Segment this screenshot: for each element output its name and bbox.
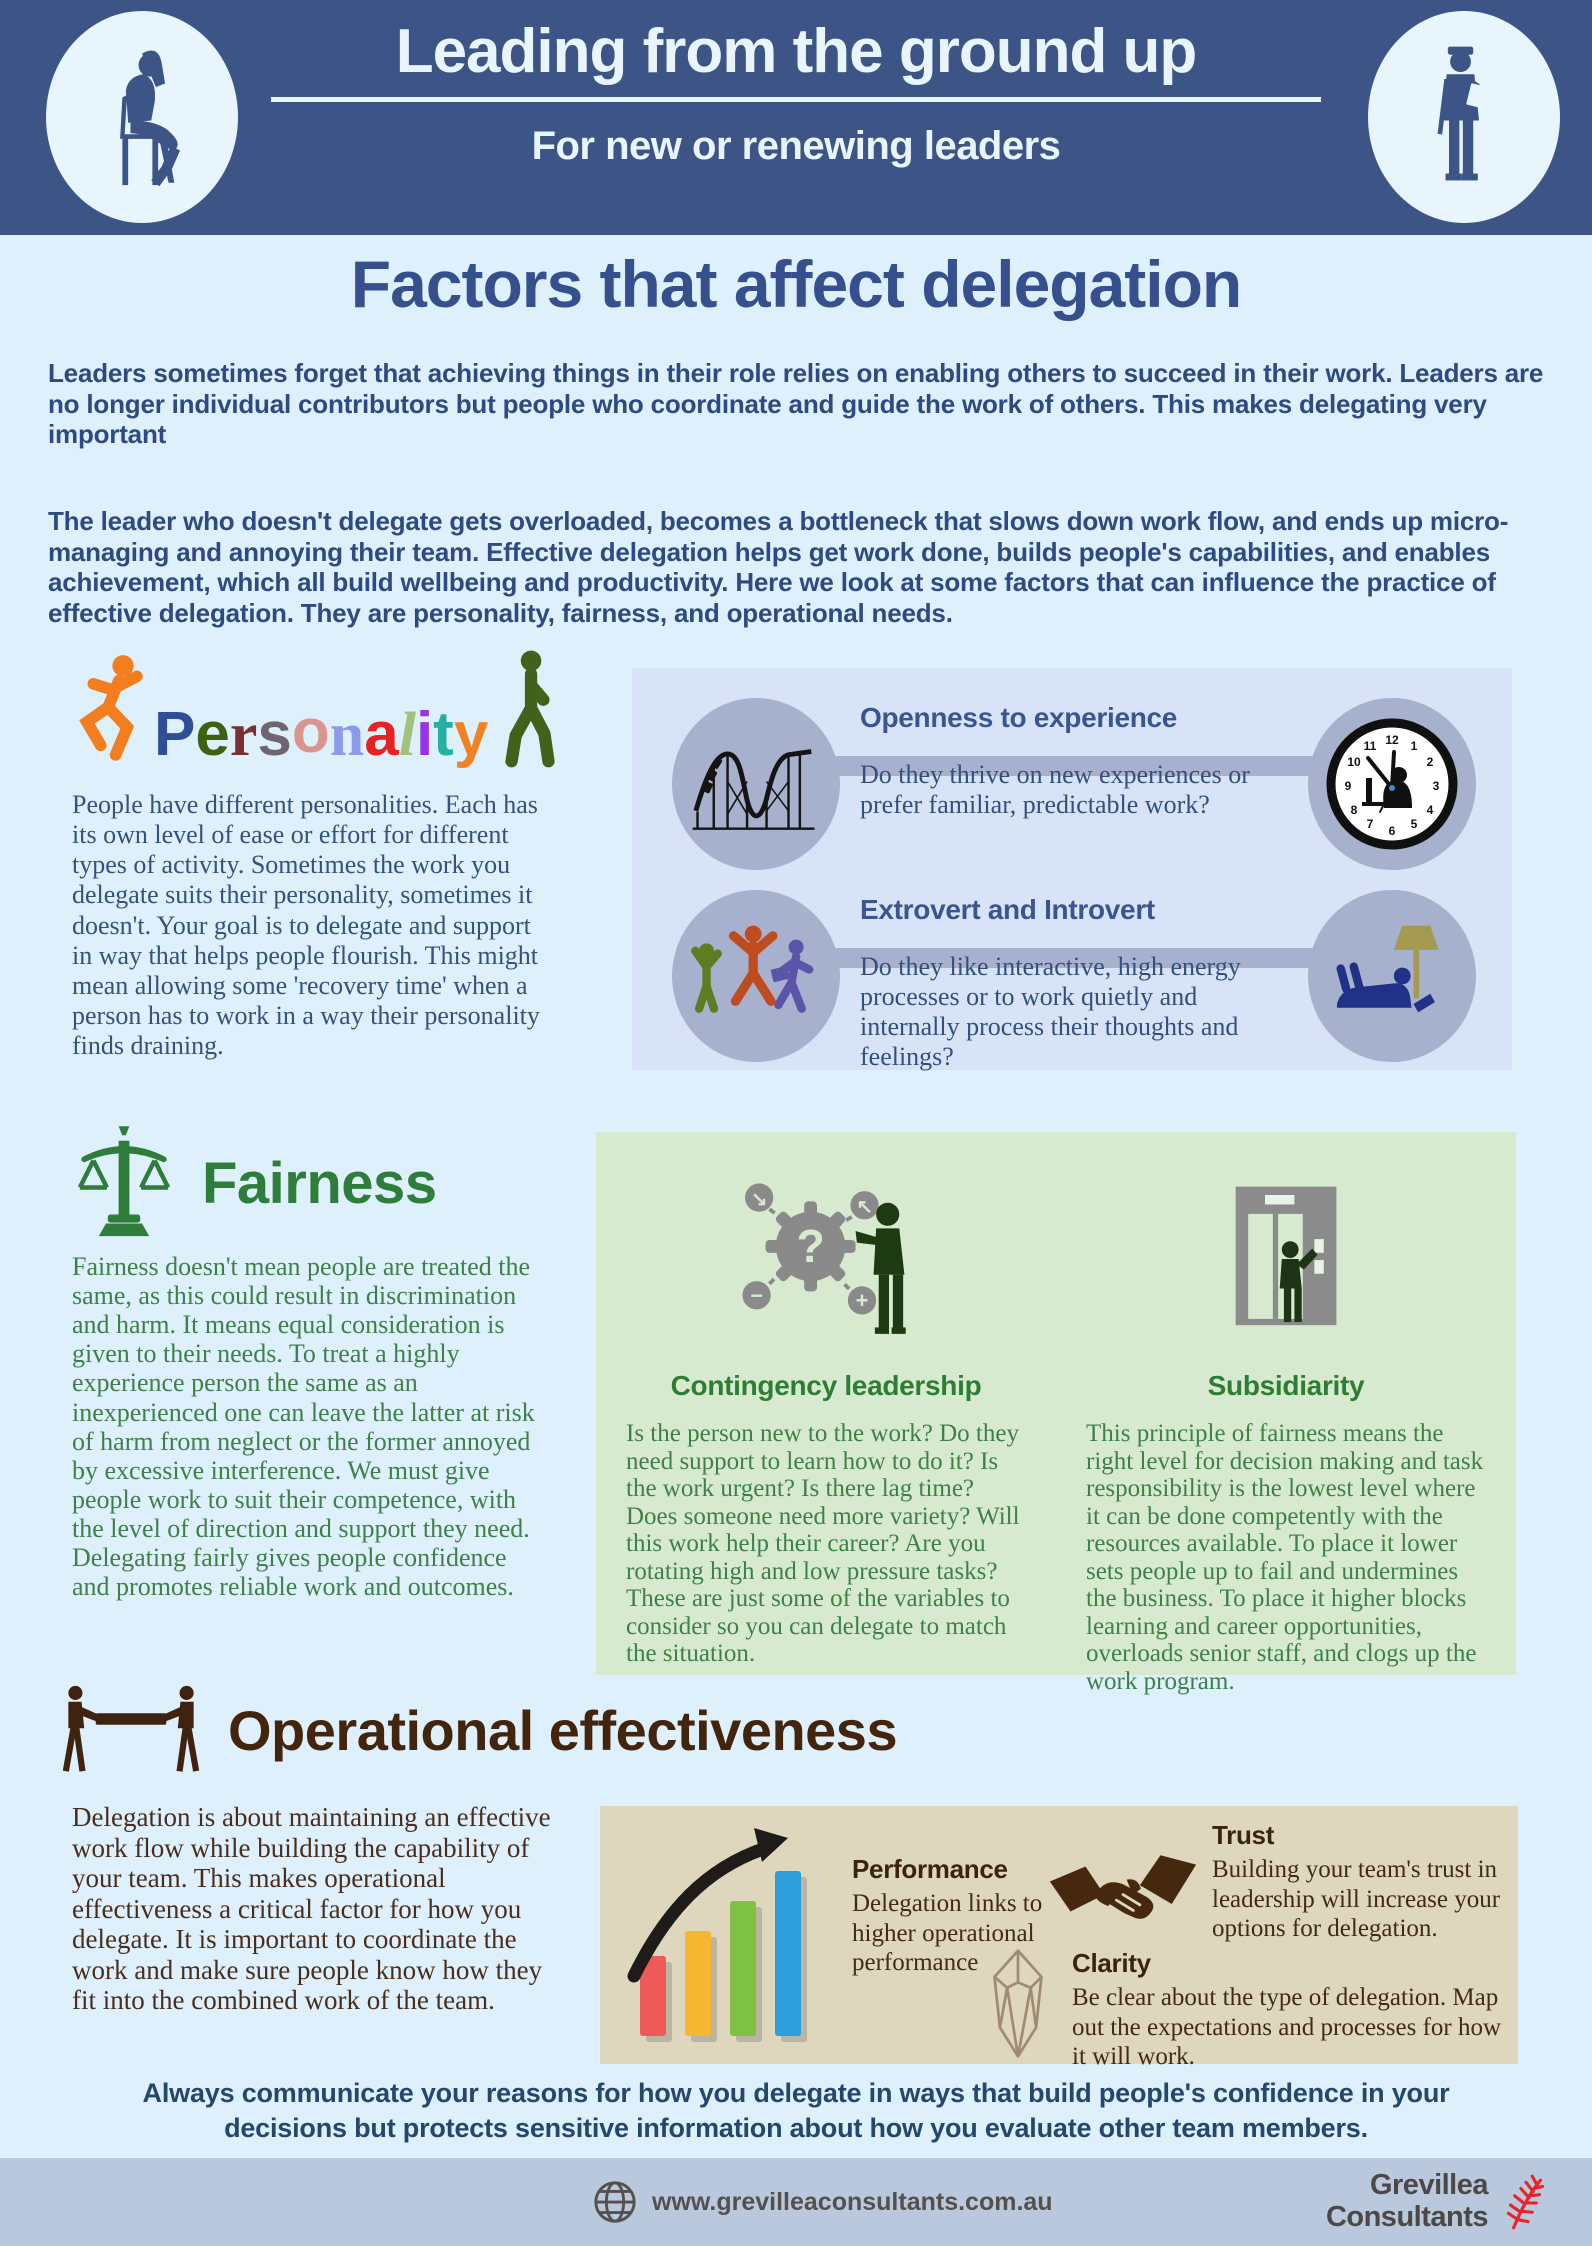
header-center — [246, 0, 1346, 235]
svg-text:12: 12 — [1385, 733, 1399, 747]
letter: P — [154, 700, 196, 769]
letter: y — [453, 700, 489, 769]
svg-text:11: 11 — [1363, 739, 1377, 753]
personality-body: People have different personalities. Each has its own level of ease or effort for different types of activity. Sometimes the work you delegate suits their personality, sometimes it doesn't. Your goal is to delegate and support in way that helps people flourish. This might mean allowing some 'recovery time' when a person has to work in a way their personality finds draining. — [72, 790, 540, 1061]
svg-text:−: − — [750, 1283, 763, 1308]
trust-block — [1212, 1820, 1512, 1944]
performance-text: Delegation links to higher operational performance — [852, 1890, 1043, 1976]
letter: e — [195, 700, 230, 769]
rollercoaster-icon — [672, 698, 840, 870]
svg-text:↖: ↖ — [856, 1197, 873, 1218]
brand-name — [1326, 2170, 1488, 2234]
subsidiarity-text: This principle of fairness means the right level for decision making and task responsibility is the lowest level where it can be done competently with the resources available. To place it lower sets people up to fail and undermines the business. To place it higher blocks learning and career opportunities, overloads senior staff, and clogs up the work program. — [1086, 1420, 1484, 1695]
intro-paragraph-2: The leader who doesn't delegate gets overloaded, becomes a bottleneck that slows down work flow, and ends up micro-managing and annoying their team. Effective delegation helps get work done, builds people's capabilities, and enables achievement, which all build wellbeing and productivity. Here we look at some factors that can influence the practice of effective delegation. They are personality, fairness, and operational needs. — [48, 506, 1509, 629]
elevator-person-icon — [1056, 1160, 1516, 1356]
operational-panel — [600, 1806, 1518, 2070]
card-title: Openness to experience — [860, 702, 1178, 733]
gears-question-leader-icon — [596, 1160, 1056, 1356]
quiet-reader-lamp-icon — [1308, 890, 1476, 1062]
contingency-title: Contingency leadership — [670, 1370, 982, 1401]
jumping-people-icon — [672, 890, 840, 1062]
contingency-text: Is the person new to the work? Do they need support to learn how to do it? Is the work urgent? Is there lag time? Does someone need more variety? Will this work help their career? Are you rotating high and low pressure tasks? These are just some of the variables to consider so you can delegate to match the situation. — [626, 1420, 1020, 1667]
footer-band — [0, 2158, 1592, 2246]
clock-worker-icon — [1308, 698, 1476, 870]
subsidiarity-column — [1056, 1132, 1516, 1695]
card-text: Do they like interactive, high energy processes or to work quietly and internally process their thoughts and feelings? — [860, 952, 1241, 1071]
closing-statement: Always communicate your reasons for how you delegate in ways that build people's confidence in your decisions but protects sensitive information about how you evaluate other team members. — [142, 2078, 1450, 2143]
svg-text:?: ? — [796, 1219, 825, 1272]
operational-heading — [56, 1680, 897, 1780]
letter: t — [433, 700, 454, 769]
card-content — [860, 894, 1290, 1072]
fairness-body: Fairness doesn't mean people are treated the same, as this could result in discrimination and harm. It means equal consideration is given to their needs. To treat a highly experience person the same as an inexperienced one can leave the latter at risk of harm from neglect or the former annoyed by excessive interference. We must give people work to suit their competence, with the level of direction and support they need. Delegating fairly gives people confidence and promotes reliable work and outcomes. — [72, 1252, 535, 1602]
soldier-reading-icon — [1368, 11, 1560, 223]
svg-text:2: 2 — [1426, 755, 1434, 769]
svg-text:3: 3 — [1432, 779, 1440, 793]
seated-woman-icon — [46, 11, 238, 223]
svg-text:4: 4 — [1426, 803, 1434, 817]
svg-text:↘: ↘ — [751, 1189, 768, 1211]
header-divider — [271, 97, 1321, 102]
letter: s — [257, 700, 292, 769]
header-band — [0, 0, 1592, 235]
card-text: Do they thrive on new experiences or prefer familiar, predictable work? — [860, 760, 1250, 819]
svg-text:8: 8 — [1350, 803, 1358, 817]
handshake-icon — [1048, 1848, 1198, 1958]
carry-table-icon — [56, 1680, 206, 1780]
subsidiarity-title: Subsidiarity — [1207, 1370, 1365, 1401]
svg-text:6: 6 — [1388, 824, 1396, 838]
svg-text:1: 1 — [1410, 739, 1418, 753]
growth-bar-chart-icon — [626, 1826, 821, 2046]
contingency-column — [596, 1132, 1056, 1675]
svg-text:7: 7 — [1366, 817, 1374, 831]
personality-card-openness — [632, 690, 1512, 880]
svg-text:9: 9 — [1344, 779, 1352, 793]
clarity-title: Clarity — [1072, 1948, 1151, 1978]
operational-body: Delegation is about maintaining an effective work flow while building the capability of your team. This makes operational effectiveness a critical factor for how you delegate. It is important to coordinate the work and make sure people know how they fit into the combined work of the team. — [72, 1802, 551, 2015]
fairness-heading — [70, 1124, 437, 1242]
letter: o — [291, 697, 330, 766]
intro-paragraph-1: Leaders sometimes forget that achieving things in their role relies on enabling others to succeed in their work. Leaders are no longer individual contributors but people who coordinate and guide the work of others. This makes delegating very important — [48, 358, 1544, 450]
runner-icon — [56, 652, 154, 774]
brand-line-1: Grevillea — [1369, 2169, 1488, 2201]
personality-card-extrovert — [632, 882, 1512, 1072]
website-link[interactable] — [592, 2158, 1053, 2246]
brand-line-2: Consultants — [1325, 2200, 1488, 2233]
svg-text:10: 10 — [1347, 755, 1361, 769]
trust-text: Building your team's trust in leadership will increase your options for delegation. — [1212, 1856, 1501, 1942]
letter: r — [229, 701, 258, 769]
fairness-title: Fairness — [202, 1150, 437, 1216]
gem-icon — [982, 1948, 1054, 2060]
fern-leaf-logo-icon — [1504, 2174, 1548, 2232]
letter: l — [398, 701, 416, 769]
personality-title — [154, 697, 489, 774]
walking-man-icon — [488, 646, 570, 774]
header-subtitle: For new or renewing leaders — [531, 124, 1061, 168]
performance-title: Performance — [852, 1854, 1008, 1884]
letter: a — [364, 700, 399, 769]
fairness-panel — [596, 1132, 1516, 1695]
card-content — [860, 702, 1290, 820]
website-url[interactable]: www.grevilleaconsultants.com.au — [652, 2187, 1053, 2216]
page-title: Factors that affect delegation — [350, 247, 1242, 321]
header-title: Leading from the ground up — [395, 17, 1197, 86]
scales-icon — [70, 1124, 178, 1242]
letter: i — [415, 700, 434, 769]
operational-title: Operational effectiveness — [228, 1698, 898, 1762]
trust-title: Trust — [1212, 1820, 1275, 1850]
clarity-text: Be clear about the type of delegation. Map out the expectations and processes for how it will work. — [1072, 1984, 1502, 2070]
svg-text:5: 5 — [1410, 817, 1418, 831]
clarity-block — [1072, 1948, 1512, 2072]
personality-panel — [632, 668, 1512, 1070]
globe-icon — [592, 2179, 638, 2225]
letter: n — [329, 701, 365, 769]
svg-text:+: + — [855, 1288, 869, 1314]
card-title: Extrovert and Introvert — [860, 894, 1155, 925]
personality-heading — [56, 646, 570, 774]
